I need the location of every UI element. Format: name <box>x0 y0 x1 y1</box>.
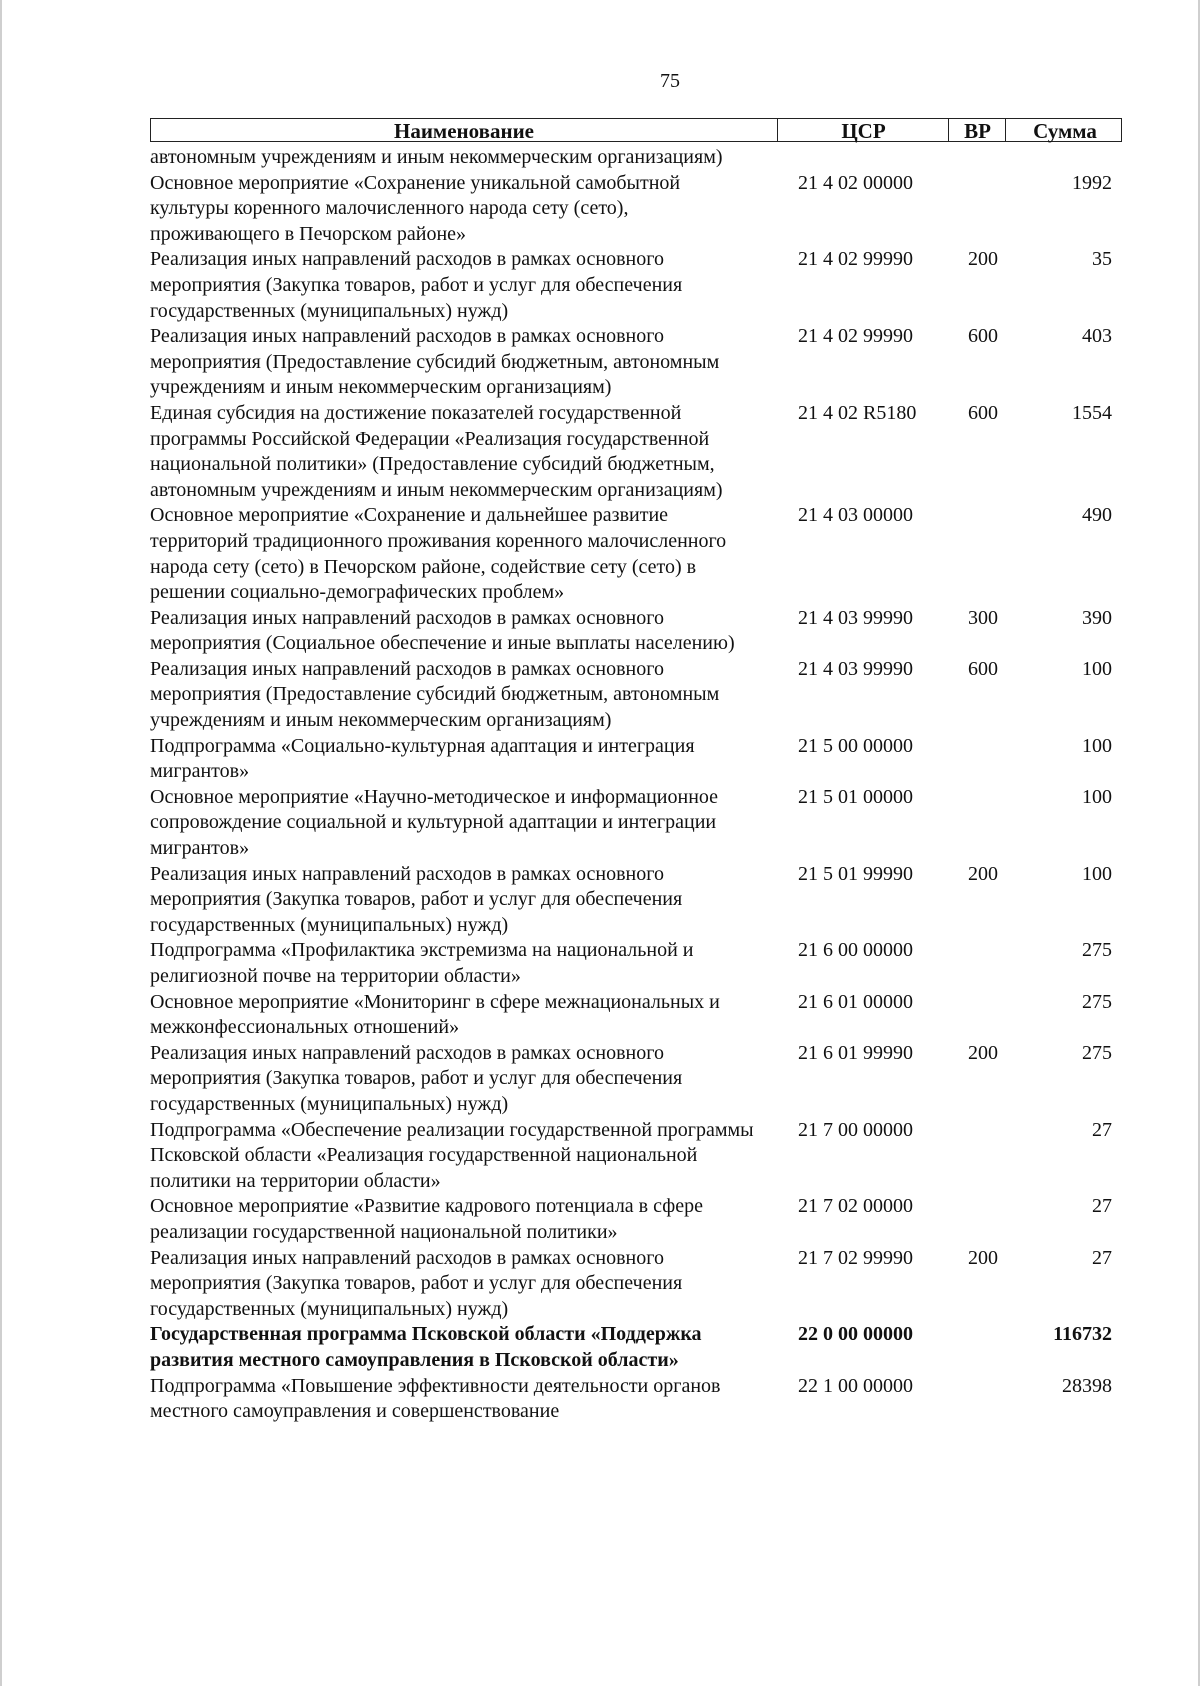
row-csr: 22 0 00 00000 <box>798 1323 913 1346</box>
table-row <box>150 171 1122 248</box>
header-vr: ВР <box>948 119 1006 141</box>
row-name: Реализация иных направлений расходов в рамках основного мероприятия (Закупка товаров, работ и услуг для обеспечения государственных (муниципальных) нужд) <box>150 248 683 322</box>
row-sum: 275 <box>1082 990 1112 1013</box>
row-name: Реализация иных направлений расходов в рамках основного мероприятия (Закупка товаров, работ и услуг для обеспечения государственных (муниципальных) нужд) <box>150 1246 683 1320</box>
table-row <box>150 1041 1122 1118</box>
table-row <box>150 657 1122 734</box>
row-sum: 100 <box>1082 657 1112 680</box>
row-name: Основное мероприятие «Научно-методическое и информационное сопровождение социальной и культурной адаптации и интеграции мигрантов» <box>150 785 719 860</box>
row-name: Реализация иных направлений расходов в рамках основного мероприятия (Закупка товаров, работ и услуг для обеспечения государственных (муниципальных) нужд) <box>150 862 683 936</box>
table-row <box>150 938 1122 989</box>
row-sum: 28398 <box>1062 1374 1112 1397</box>
page-number: 75 <box>660 70 680 92</box>
row-name: Основное мероприятие «Сохранение и дальнейшее развитие территорий традиционного проживания коренного малочисленного народа сету (сето) в Печорском районе, содействие сету (сето) в решении социально-демографических проблем» <box>150 504 727 604</box>
row-sum: 100 <box>1082 862 1112 885</box>
table-row <box>150 785 1122 862</box>
table-row <box>150 606 1122 657</box>
row-sum: 390 <box>1082 606 1112 629</box>
row-sum: 1554 <box>1072 401 1112 424</box>
row-name: Подпрограмма «Социально-культурная адаптация и интеграция мигрантов» <box>150 734 695 783</box>
scan-edge-left <box>0 0 2 1686</box>
row-sum: 27 <box>1092 1195 1112 1218</box>
row-csr: 21 5 00 00000 <box>798 734 913 757</box>
row-name: Единая субсидия на достижение показателей государственной программы Российской Федерации «Реализация государственной национальной политики» (Предоставление субсидий бюджетным, автономным учреждениям и иным некоммерческим организациям) <box>150 401 723 501</box>
row-vr: 200 <box>968 1041 998 1064</box>
row-csr: 21 7 02 00000 <box>798 1195 913 1218</box>
row-name: Реализация иных направлений расходов в рамках основного мероприятия (Предоставление субсидий бюджетным, автономным учреждениям и иным некоммерческим организациям) <box>150 325 720 399</box>
row-name: Основное мероприятие «Сохранение уникальной самобытной культуры коренного малочисленного народа сету (сето), проживающего в Печорском районе» <box>150 171 681 245</box>
row-name: Подпрограмма «Профилактика экстремизма на национальной и религиозной почве на территории области» <box>150 939 694 987</box>
row-csr: 21 4 02 00000 <box>798 171 913 194</box>
header-csr: ЦСР <box>777 119 949 141</box>
row-name: Государственная программа Псковской области «Поддержка развития местного самоуправления в Псковской области» <box>150 1323 702 1371</box>
row-name: Подпрограмма «Обеспечение реализации государственной программы Псковской области «Реализация государственной национальной политики на территории области» <box>150 1118 754 1192</box>
row-csr: 21 4 03 00000 <box>798 504 913 527</box>
row-sum: 35 <box>1092 248 1112 271</box>
table-header <box>150 118 1122 142</box>
row-vr: 200 <box>968 248 998 271</box>
table-row <box>150 503 1122 605</box>
table-row <box>150 1374 1122 1425</box>
row-name: Реализация иных направлений расходов в рамках основного мероприятия (Закупка товаров, работ и услуг для обеспечения государственных (муниципальных) нужд) <box>150 1041 683 1115</box>
row-sum: 27 <box>1092 1118 1112 1141</box>
row-sum: 27 <box>1092 1246 1112 1269</box>
table-row <box>150 1194 1122 1245</box>
row-vr: 200 <box>968 1246 998 1269</box>
table-row <box>150 324 1122 401</box>
row-name: Основное мероприятие «Мониторинг в сфере межнациональных и межконфессиональных отношений» <box>150 990 720 1039</box>
row-name: Подпрограмма «Повышение эффективности деятельности органов местного самоуправления и совершенствование <box>150 1374 721 1423</box>
row-csr: 21 6 00 00000 <box>798 939 913 962</box>
row-vr: 200 <box>968 862 998 885</box>
table-row <box>150 1118 1122 1195</box>
row-csr: 21 6 01 00000 <box>798 990 913 1013</box>
table-row <box>150 862 1122 939</box>
row-csr: 21 4 03 99990 <box>798 606 913 629</box>
table-row <box>150 1246 1122 1323</box>
row-csr: 21 4 02 99990 <box>798 325 913 348</box>
row-vr: 600 <box>968 401 998 424</box>
row-vr: 600 <box>968 325 998 348</box>
row-sum: 116732 <box>1053 1323 1112 1346</box>
row-sum: 275 <box>1082 1041 1112 1064</box>
row-vr: 600 <box>968 657 998 680</box>
row-csr: 21 5 01 00000 <box>798 785 913 808</box>
row-sum: 275 <box>1082 939 1112 962</box>
row-csr: 21 4 02 99990 <box>798 248 913 271</box>
table-row <box>150 1322 1122 1373</box>
row-sum: 403 <box>1082 325 1112 348</box>
row-csr: 21 6 01 99990 <box>798 1041 913 1064</box>
row-name: Реализация иных направлений расходов в рамках основного мероприятия (Предоставление субсидий бюджетным, автономным учреждениям и иным некоммерческим организациям) <box>150 657 720 732</box>
row-name: Реализация иных направлений расходов в рамках основного мероприятия (Социальное обеспечение и иные выплаты населению) <box>150 606 735 655</box>
table-body <box>150 145 1122 1425</box>
table-row <box>150 734 1122 785</box>
row-sum: 1992 <box>1072 171 1112 194</box>
row-csr: 21 7 00 00000 <box>798 1118 913 1141</box>
table-row <box>150 145 1122 171</box>
row-name: автономным учреждениям и иным некоммерческим организациям) <box>150 146 723 168</box>
row-csr: 21 7 02 99990 <box>798 1246 913 1269</box>
row-csr: 22 1 00 00000 <box>798 1374 913 1397</box>
row-sum: 490 <box>1082 504 1112 527</box>
row-name: Основное мероприятие «Развитие кадрового потенциала в сфере реализации государственной национальной политики» <box>150 1195 703 1243</box>
row-vr: 300 <box>968 606 998 629</box>
row-csr: 21 5 01 99990 <box>798 862 913 885</box>
row-sum: 100 <box>1082 734 1112 757</box>
row-csr: 21 4 02 R5180 <box>798 401 917 424</box>
row-sum: 100 <box>1082 785 1112 808</box>
table-row <box>150 247 1122 324</box>
row-csr: 21 4 03 99990 <box>798 657 913 680</box>
header-name: Наименование <box>394 119 534 143</box>
table-row <box>150 990 1122 1041</box>
header-sum: Сумма <box>1005 119 1124 141</box>
table-row <box>150 401 1122 503</box>
